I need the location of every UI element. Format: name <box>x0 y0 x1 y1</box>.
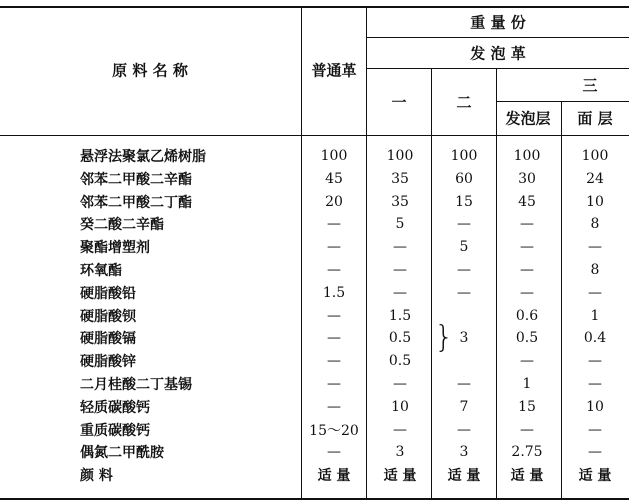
value-cell-foam: 适 量 <box>510 468 544 485</box>
value-cell-f2: 适 量 <box>447 468 481 485</box>
value-cell-foam: 0.6 <box>515 307 539 324</box>
bracket-symbol: } <box>434 320 454 355</box>
value-cell-f1: — <box>393 284 407 301</box>
value-cell-foam: 45 <box>518 193 536 210</box>
value-cell-surface: 1 <box>590 307 600 324</box>
material-name-cell: 偶氮二甲酰胺 <box>80 445 164 462</box>
value-cell-ordinary: 15～20 <box>309 422 359 439</box>
value-cell-foam: — <box>520 216 534 233</box>
value-cell-surface: — <box>588 353 602 370</box>
value-cell-surface: — <box>588 421 602 438</box>
value-cell-surface: — <box>588 376 602 392</box>
header-formula-2: 二 <box>456 93 472 112</box>
header-rule-foamed <box>366 68 629 69</box>
table-top-rule <box>0 6 629 8</box>
header-formula-3: 三 <box>582 76 598 95</box>
material-name-cell: 重质碳酸钙 <box>80 422 150 439</box>
material-name-cell: 硬脂酸镉 <box>80 331 136 348</box>
value-cell-ordinary: — <box>327 330 341 347</box>
col-rule-foam <box>561 101 562 498</box>
value-cell-f1: 适 量 <box>383 468 417 485</box>
header-foam-layer: 发泡层 <box>505 109 551 128</box>
value-cell-ordinary: — <box>327 216 341 233</box>
value-cell-f1: — <box>393 376 407 392</box>
value-cell-foam: 0.5 <box>515 330 539 347</box>
header-ordinary-leather: 普通革 <box>311 61 357 80</box>
header-rule-formula3 <box>496 101 629 102</box>
value-cell-ordinary: — <box>327 353 341 370</box>
value-cell-f2: 15 <box>455 193 473 210</box>
value-cell-f1: 35 <box>391 193 409 210</box>
material-name-cell: 聚酯增塑剂 <box>80 240 150 257</box>
value-cell-f2: — <box>457 216 471 233</box>
value-cell-surface: 8 <box>590 216 600 233</box>
col-rule-f1 <box>431 68 432 498</box>
value-cell-foam: 1 <box>522 376 532 392</box>
header-rule-parts <box>366 37 629 38</box>
material-name-cell: 悬浮法聚氯乙烯树脂 <box>80 149 206 165</box>
value-cell-f2: — <box>457 376 471 392</box>
material-name-cell: 硬脂酸锌 <box>80 354 136 371</box>
value-cell-f1: 35 <box>391 170 409 187</box>
value-cell-f2: — <box>457 421 471 438</box>
value-cell-ordinary: 45 <box>325 170 343 187</box>
value-cell-f1: — <box>393 421 407 438</box>
value-cell-foam: — <box>520 262 534 278</box>
material-name-cell: 环氧酯 <box>80 263 122 279</box>
material-name-cell: 轻质碳酸钙 <box>80 399 150 416</box>
value-cell-f1: — <box>393 239 407 256</box>
material-name-cell: 颜 料 <box>80 468 113 485</box>
value-cell-foam: — <box>520 284 534 301</box>
value-cell-surface: 10 <box>586 193 604 210</box>
value-cell-ordinary: 适 量 <box>317 468 351 485</box>
col-rule-name <box>301 8 302 498</box>
value-cell-surface: 8 <box>590 262 600 278</box>
value-cell-surface: — <box>588 239 602 256</box>
value-cell-ordinary: — <box>327 239 341 256</box>
value-cell-foam: 2.75 <box>511 444 543 461</box>
value-cell-surface: — <box>588 444 602 461</box>
value-cell-f2: 3 <box>459 330 469 347</box>
value-cell-f1: 10 <box>391 398 409 415</box>
material-name-cell: 邻苯二甲酸二丁酯 <box>80 194 192 211</box>
value-cell-surface: 10 <box>586 398 604 415</box>
material-name-cell: 硬脂酸钡 <box>80 308 136 325</box>
value-cell-foam: — <box>520 353 534 370</box>
value-cell-f2: 7 <box>459 398 469 415</box>
header-formula-1: 一 <box>391 93 407 112</box>
value-cell-f1: 5 <box>395 216 405 233</box>
value-cell-ordinary: — <box>327 444 341 461</box>
value-cell-f2: — <box>457 262 471 278</box>
value-cell-f2: 100 <box>450 148 478 164</box>
value-cell-ordinary: — <box>327 398 341 415</box>
value-cell-f2: 5 <box>459 239 469 256</box>
value-cell-f1: 3 <box>395 444 405 461</box>
value-cell-f1: 0.5 <box>388 330 412 347</box>
value-cell-f2: 3 <box>459 444 469 461</box>
header-foamed-leather: 发 泡 革 <box>470 44 526 63</box>
value-cell-surface: 100 <box>581 148 609 164</box>
header-material-name: 原 料 名 称 <box>112 61 188 80</box>
header-surface-layer: 面 层 <box>577 109 613 128</box>
value-cell-f1: 0.5 <box>388 353 412 370</box>
value-cell-foam: 100 <box>513 148 541 164</box>
header-bottom-rule <box>0 135 629 136</box>
value-cell-f2: — <box>457 284 471 301</box>
material-name-cell: 邻苯二甲酸二辛酯 <box>80 171 192 188</box>
value-cell-f1: 100 <box>386 148 414 164</box>
table-bottom-rule <box>0 498 629 500</box>
value-cell-f2: 60 <box>455 170 473 187</box>
value-cell-foam: 30 <box>518 170 536 187</box>
value-cell-ordinary: — <box>327 376 341 392</box>
value-cell-ordinary: 1.5 <box>322 284 346 301</box>
value-cell-surface: 适 量 <box>578 468 612 485</box>
value-cell-surface: 24 <box>586 170 604 187</box>
value-cell-ordinary: 100 <box>320 148 348 164</box>
header-parts-by-weight: 重 量 份 <box>470 13 526 32</box>
value-cell-f1: — <box>393 262 407 278</box>
col-rule-f2 <box>496 68 497 498</box>
value-cell-f1: 1.5 <box>388 307 412 324</box>
material-name-cell: 二月桂酸二丁基锡 <box>80 377 192 393</box>
value-cell-foam: 15 <box>518 398 536 415</box>
material-name-cell: 硬脂酸铅 <box>80 285 136 302</box>
value-cell-surface: — <box>588 284 602 301</box>
col-rule-ordinary <box>366 8 367 498</box>
value-cell-foam: — <box>520 421 534 438</box>
value-cell-ordinary: 20 <box>325 193 343 210</box>
value-cell-ordinary: — <box>327 262 341 278</box>
value-cell-surface: 0.4 <box>583 330 607 347</box>
value-cell-ordinary: — <box>327 307 341 324</box>
value-cell-foam: — <box>520 239 534 256</box>
material-name-cell: 癸二酸二辛酯 <box>80 217 164 234</box>
